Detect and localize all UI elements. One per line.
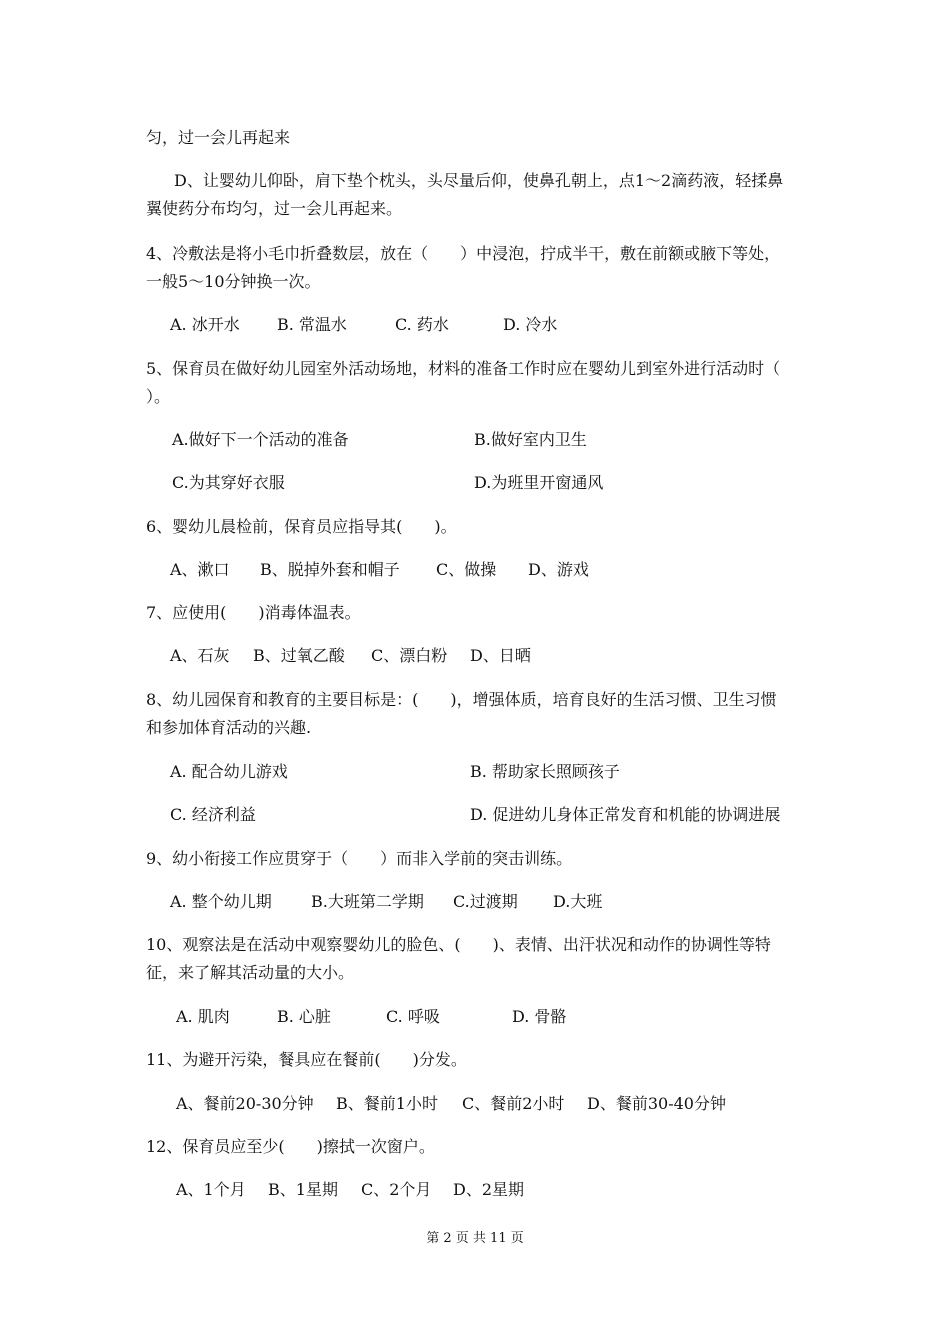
question-stem: 11、为避开污染，餐具应在餐前( )分发。 — [146, 1050, 467, 1069]
option-b: B、餐前1小时 — [336, 1094, 438, 1113]
option-d: D.大班 — [553, 892, 603, 911]
option-a: A、漱口 — [170, 560, 230, 579]
option-c: C、2个月 — [361, 1180, 432, 1199]
option-d: D.为班里开窗通风 — [474, 473, 604, 492]
option-b: B.做好室内卫生 — [474, 430, 587, 449]
option-d: D、2星期 — [453, 1180, 525, 1199]
question-stem: 10、观察法是在活动中观察婴幼儿的脸色、( )、表情、出汗状况和动作的协调性等特 — [146, 935, 771, 954]
option-c: C. 呼吸 — [386, 1007, 440, 1026]
option-d: D、游戏 — [528, 560, 589, 579]
option-d: D、日晒 — [470, 646, 531, 665]
option-a: A.做好下一个活动的准备 — [172, 430, 349, 449]
option-d-line1: D、让婴幼儿仰卧，肩下垫个枕头，头尽量后仰，使鼻孔朝上，点1～2滴药液，轻揉鼻 — [174, 171, 784, 190]
question-stem: 8、幼儿园保育和教育的主要目标是：( )，增强体质，培育良好的生活习惯、卫生习惯 — [146, 690, 777, 709]
question-stem: 5、保育员在做好幼儿园室外活动场地，材料的准备工作时应在婴幼儿到室外进行活动时（ — [146, 359, 781, 378]
question-stem: ）。 — [146, 387, 171, 406]
option-b: B、脱掉外套和帽子 — [260, 560, 400, 579]
question-stem: 9、幼小衔接工作应贯穿于（ ）而非入学前的突击训练。 — [146, 849, 573, 868]
option-c: C、餐前2小时 — [462, 1094, 565, 1113]
option-a: A、石灰 — [170, 646, 230, 665]
question-stem: 和参加体育活动的兴趣. — [146, 718, 312, 737]
option-d: D、餐前30-40分钟 — [587, 1094, 726, 1113]
question-stem: 6、婴幼儿晨检前，保育员应指导其( )。 — [146, 517, 457, 536]
option-b: B、1星期 — [268, 1180, 338, 1199]
option-c: C.为其穿好衣服 — [172, 473, 285, 492]
option-b: B. 心脏 — [277, 1007, 331, 1026]
option-a: A、餐前20-30分钟 — [176, 1094, 314, 1113]
question-stem: 7、应使用( )消毒体温表。 — [146, 603, 361, 622]
continuation-text: 匀，过一会儿再起来 — [146, 128, 291, 147]
question-stem: 12、保育员应至少( )擦拭一次窗户。 — [146, 1137, 435, 1156]
option-c: C、漂白粉 — [371, 646, 448, 665]
option-b: B、过氧乙酸 — [253, 646, 345, 665]
question-stem: 一般5～10分钟换一次。 — [146, 272, 321, 291]
option-b: B.大班第二学期 — [311, 892, 424, 911]
option-b: B. 帮助家长照顾孩子 — [470, 762, 620, 781]
option-a: A. 肌肉 — [176, 1007, 230, 1026]
option-a: A. 整个幼儿期 — [170, 892, 272, 911]
option-d: D. 骨骼 — [512, 1007, 567, 1026]
question-stem: 4、冷敷法是将小毛巾折叠数层，放在（ ）中浸泡，拧成半干，敷在前额或腋下等处， — [146, 244, 781, 263]
option-c: C. 经济利益 — [170, 805, 256, 824]
option-b: B. 常温水 — [277, 315, 347, 334]
option-a: A. 配合幼儿游戏 — [170, 762, 288, 781]
option-d: D. 冷水 — [503, 315, 558, 334]
page-number-footer: 第 2 页 共 11 页 — [426, 1231, 524, 1246]
option-d-line2: 翼使药分布均匀，过一会儿再起来。 — [146, 199, 403, 218]
option-c: C.过渡期 — [453, 892, 518, 911]
option-a: A、1个月 — [176, 1180, 246, 1199]
question-stem: 征，来了解其活动量的大小。 — [146, 963, 355, 982]
option-c: C. 药水 — [395, 315, 449, 334]
option-d: D. 促进幼儿身体正常发育和机能的协调进展 — [470, 805, 781, 824]
option-c: C、做操 — [436, 560, 497, 579]
option-a: A. 冰开水 — [170, 315, 240, 334]
